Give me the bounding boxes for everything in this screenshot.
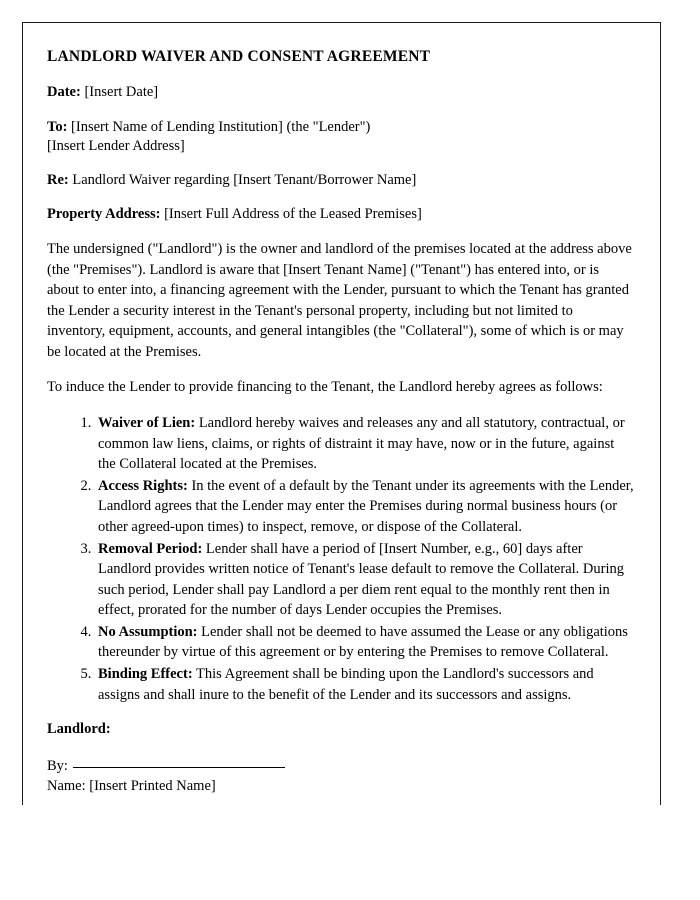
list-item <box>95 622 634 663</box>
term-text: Lender shall not be deemed to have assumed the Lease or any obligations thereunder by virtue of this agreement or by entering the Premises to remove Collateral. <box>98 623 628 661</box>
re-label: Re: <box>47 171 69 188</box>
date-value: [Insert Date] <box>84 84 159 101</box>
signature-by-label: By: <box>47 758 68 775</box>
list-item <box>95 476 634 538</box>
signature-heading: Landlord: <box>47 721 111 738</box>
inducement-paragraph: To induce the Lender to provide financing to the Tenant, the Landlord hereby agrees as follows: <box>47 379 603 396</box>
to-address: [Insert Lender Address] <box>47 137 185 154</box>
term-heading: Removal Period: <box>98 540 203 557</box>
document-body <box>23 23 660 796</box>
list-item <box>95 664 634 705</box>
signature-by-row <box>47 757 634 776</box>
recital-paragraph: The undersigned ("Landlord") is the owner and landlord of the premises located at the address above (the "Premises"). Landlord is aware that [Insert Tenant Name] ("Tenant") has entered into, or is about to enter into, a financing agreement with the Lender, pursuant to which the Tenant has granted the Lender a security interest in the Tenant's personal property, including but not limited to inventory, equipment, accounts, and general intangibles (the "Collateral"), some of which is or may be located at the Premises. <box>47 241 632 360</box>
term-text: Lender shall have a period of [Insert Number, e.g., 60] days after Landlord provides written notice of Tenant's lease default to remove the Collateral. During such period, Lender shall pay Landlord a per diem rent equal to the monthly rent then in effect, prorated for the number of days Lender occupies the Premises. <box>98 540 624 619</box>
re-value: Landlord Waiver regarding [Insert Tenant/Borrower Name] <box>72 171 417 188</box>
signature-line <box>73 767 285 768</box>
to-value: [Insert Name of Lending Institution] (the "Lender") <box>71 118 371 135</box>
subject-block <box>47 171 634 190</box>
date-block <box>47 83 634 102</box>
property-address-value: [Insert Full Address of the Leased Premises] <box>164 205 422 222</box>
term-text: Landlord hereby waives and releases any and all statutory, contractual, or common law liens, claims, or rights of distraint it may have, now or in the future, against the Collateral located at the Premises. <box>98 415 625 473</box>
term-text: In the event of a default by the Tenant under its agreements with the Lender, Landlord agrees that the Lender may enter the Premises during normal business hours (or other agreed-upon times) to inspect, remove, or dispose of the Collateral. <box>98 477 634 535</box>
term-heading: No Assumption: <box>98 623 198 640</box>
term-heading: Access Rights: <box>98 477 188 494</box>
recipient-line <box>47 118 634 137</box>
terms-list <box>47 413 634 705</box>
date-label: Date: <box>47 84 81 101</box>
to-label: To: <box>47 118 68 135</box>
list-item <box>95 413 634 475</box>
list-item <box>95 539 634 621</box>
page-title: LANDLORD WAIVER AND CONSENT AGREEMENT <box>47 48 431 65</box>
property-address-block <box>47 205 634 224</box>
term-heading: Waiver of Lien: <box>98 415 196 432</box>
recipient-block <box>47 118 634 156</box>
term-text: This Agreement shall be binding upon the Landlord's successors and assigns and shall inure to the benefit of the Lender and its successors and assigns. <box>98 665 594 703</box>
term-heading: Binding Effect: <box>98 665 193 682</box>
signature-name-line: Name: [Insert Printed Name] <box>47 777 216 794</box>
document-page <box>22 22 661 805</box>
property-address-label: Property Address: <box>47 205 161 222</box>
